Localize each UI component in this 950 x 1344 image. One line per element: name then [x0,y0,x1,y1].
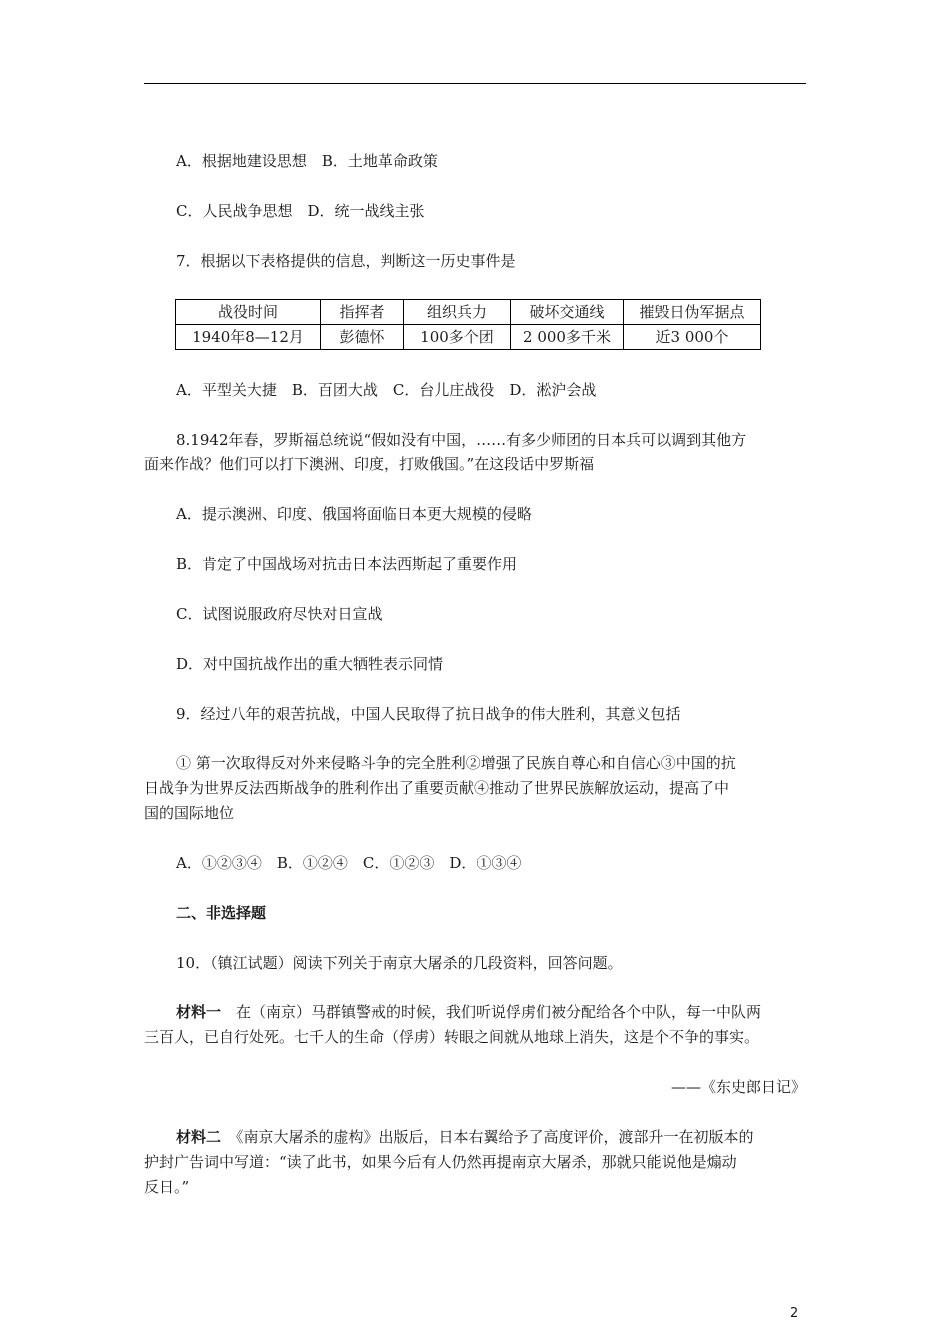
material-2-line2: 护封广告词中写道：“读了此书，如果今后有人仍然再提南京大屠杀，那就只能说他是煽动 [144,1153,737,1171]
table-header-cell: 战役时间 [176,300,321,325]
table-cell: 近3 000个 [624,325,761,350]
q8-option-d: D．对中国抗战作出的重大牺牲表示同情 [176,655,444,673]
question-8-line1: 8.1942年春，罗斯福总统说“假如没有中国，……有多少师团的日本兵可以调到其他方 [176,431,747,449]
q8-option-a: A．提示澳洲、印度、俄国将面临日本更大规模的侵略 [176,505,532,523]
question-7: 7．根据以下表格提供的信息，判断这一历史事件是 [176,252,516,270]
battle-table [175,299,761,350]
table-header-cell: 组织兵力 [404,300,511,325]
question-10: 10．（镇江试题）阅读下列关于南京大屠杀的几段资料，回答问题。 [176,954,623,972]
table-header-cell: 摧毁日伪军据点 [624,300,761,325]
material-2-line1 [144,1125,806,1150]
q8-option-c: C．试图说服政府尽快对日宣战 [176,605,383,623]
material-1-line1 [144,1000,806,1025]
q8-option-b: B．肯定了中国战场对抗击日本法西斯起了重要作用 [176,555,518,573]
material-1-text: 在（南京）马群镇警戒的时候，我们听说俘虏们被分配给各个中队，每一中队两 [221,1003,762,1021]
table-header-row [176,300,761,325]
table-header-cell: 破坏交通线 [511,300,624,325]
material-2-label: 材料二 [176,1128,222,1146]
table-cell: 彭德怀 [321,325,404,350]
material-1-label: 材料一 [176,1003,222,1021]
q9-statements-line2: 日战争为世界反法西斯战争的胜利作出了重要贡献④推动了世界民族解放运动，提高了中 [144,779,730,797]
question-8-line2: 面来作战？他们可以打下澳洲、印度，打败俄国。”在这段话中罗斯福 [144,455,595,473]
q9-statements-line3: 国的国际地位 [144,804,235,822]
header-rule [144,83,806,84]
q9-statements-line1: ① 第一次取得反对外来侵略斗争的完全胜利②增强了民族自尊心和自信心③中国的抗 [176,754,736,772]
q6-options-cd: C．人民战争思想 D．统一战线主张 [176,202,425,220]
table-header-cell: 指挥者 [321,300,404,325]
material-1-line2: 三百人，已自行处死。七千人的生命（俘虏）转眼之间就从地球上消失，这是个不争的事实。 [144,1028,760,1046]
material-2-line3: 反日。” [144,1178,190,1196]
q7-options: A．平型关大捷 B．百团大战 C．台儿庄战役 D．淞沪会战 [176,381,597,399]
table-row [176,325,761,350]
material-1-source: ——《东史郎日记》 [670,1078,806,1096]
page-number: 2 [790,1306,799,1321]
table-cell: 1940年8—12月 [176,325,321,350]
q9-options: A．①②③④ B．①②④ C．①②③ D．①③④ [176,854,522,872]
material-2-text: 《南京大屠杀的虚构》出版后，日本右翼给予了高度评价，渡部升一在初版本的 [221,1128,754,1146]
table-cell: 2 000多千米 [511,325,624,350]
section-heading: 二、非选择题 [176,904,267,922]
q6-options-ab: A．根据地建设思想 B．土地革命政策 [176,152,438,170]
question-9: 9．经过八年的艰苦抗战，中国人民取得了抗日战争的伟大胜利，其意义包括 [176,705,681,723]
table-cell: 100多个团 [404,325,511,350]
